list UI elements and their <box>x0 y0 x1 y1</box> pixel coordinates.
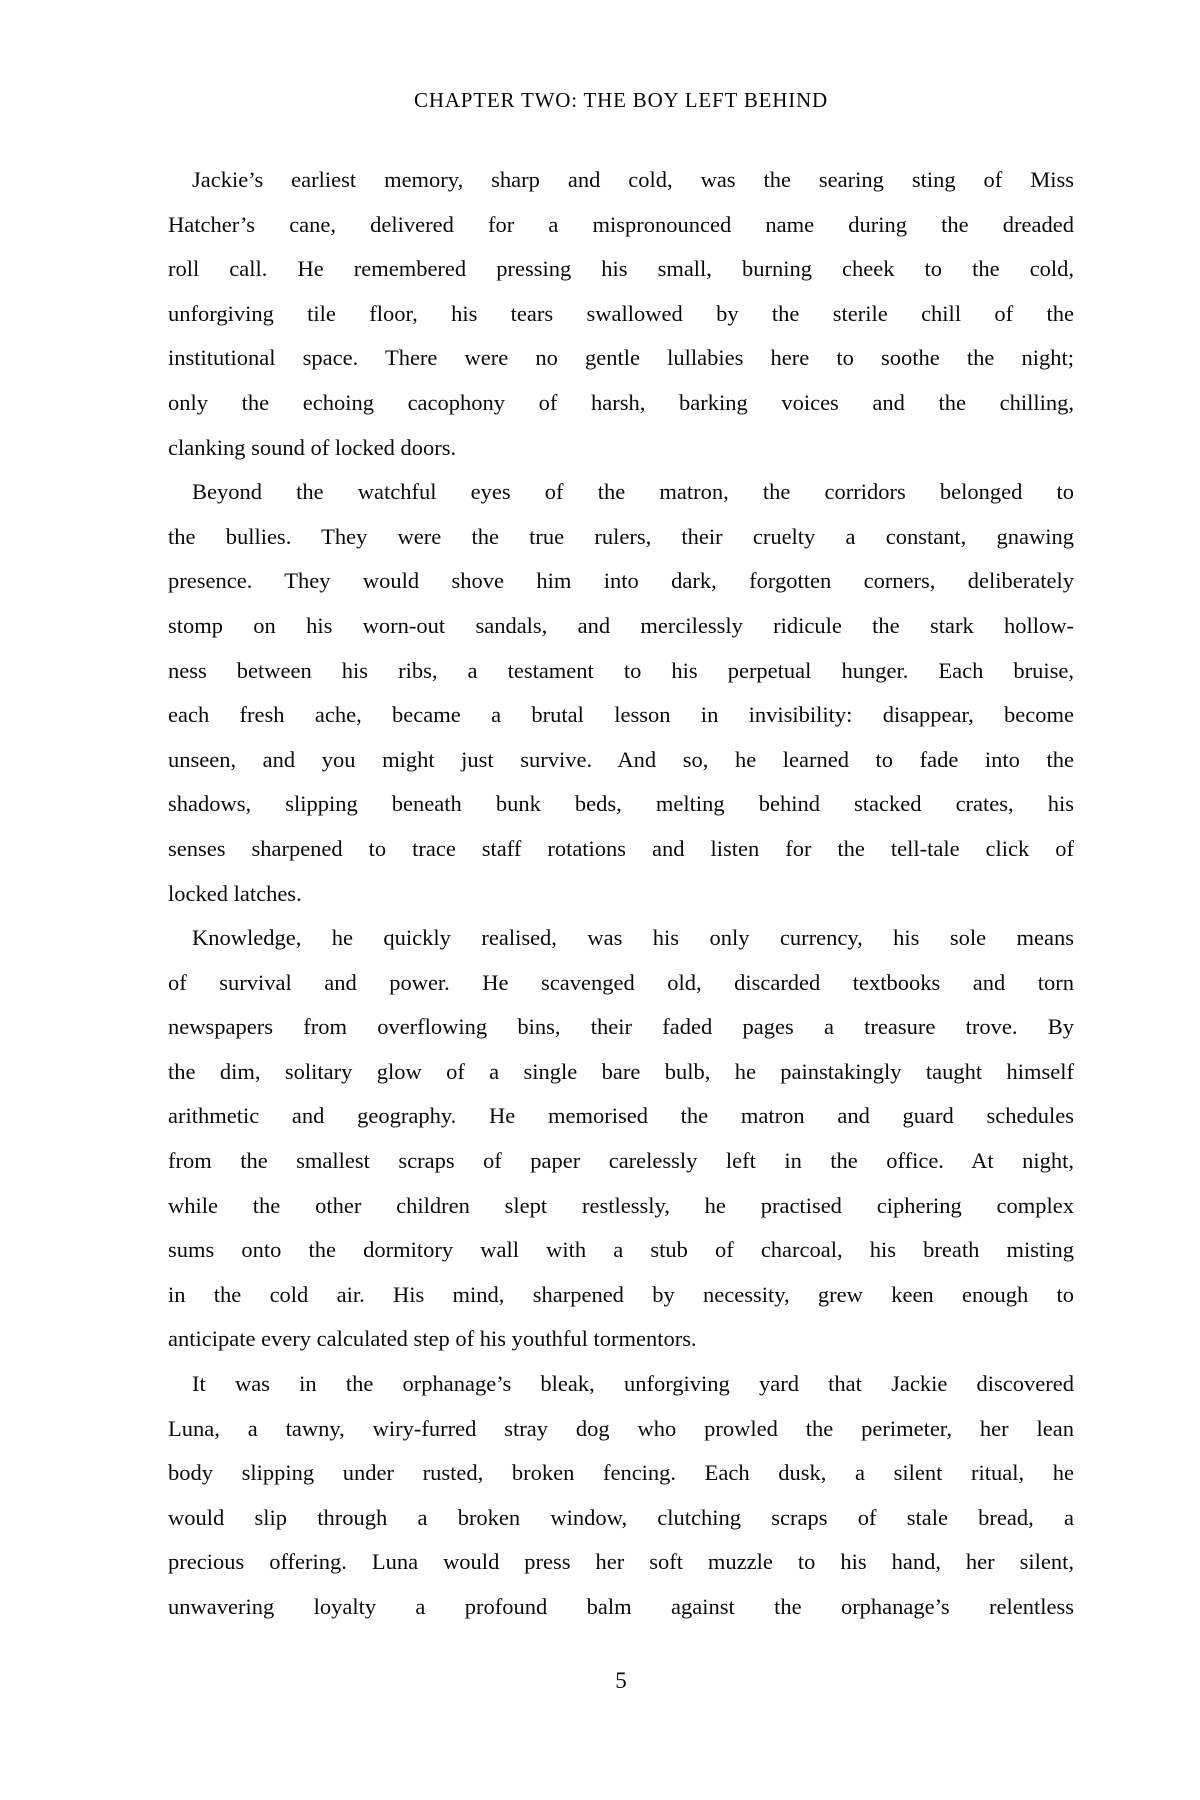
text-line: roll call. He remembered pressing his small, burning cheek to the cold, <box>168 256 1074 282</box>
text-line: only the echoing cacophony of harsh, barking voices and the chilling, <box>168 389 1074 415</box>
text-line: Beyond the watchful eyes of the matron, the corridors belonged to <box>192 479 1074 505</box>
text-line: arithmetic and geography. He memorised the matron and guard schedules <box>168 1103 1074 1129</box>
text-line: unforgiving tile floor, his tears swallowed by the sterile chill of the <box>168 300 1074 326</box>
body-text <box>168 158 1074 1630</box>
text-line: Knowledge, he quickly realised, was his only currency, his sole means <box>192 925 1074 951</box>
text-line: Luna, a tawny, wiry-furred stray dog who prowled the perimeter, her lean <box>168 1415 1074 1441</box>
text-line: of survival and power. He scavenged old, discarded textbooks and torn <box>168 969 1074 995</box>
text-line: the dim, solitary glow of a single bare bulb, he painstakingly taught himself <box>168 1058 1074 1084</box>
text-line: institutional space. There were no gentle lullabies here to soothe the night; <box>168 345 1074 371</box>
text-line: would slip through a broken window, clutching scraps of stale bread, a <box>168 1504 1074 1530</box>
text-line: presence. They would shove him into dark, forgotten corners, deliberately <box>168 568 1074 594</box>
text-line: Hatcher’s cane, delivered for a mispronounced name during the dreaded <box>168 211 1074 237</box>
text-line: clanking sound of locked doors. <box>168 434 457 460</box>
paragraph <box>168 916 1074 1362</box>
text-line: sums onto the dormitory wall with a stub of charcoal, his breath misting <box>168 1237 1074 1263</box>
text-line: body slipping under rusted, broken fencing. Each dusk, a silent ritual, he <box>168 1460 1074 1486</box>
text-line: ness between his ribs, a testament to his perpetual hunger. Each bruise, <box>168 657 1074 683</box>
text-line: in the cold air. His mind, sharpened by necessity, grew keen enough to <box>168 1281 1074 1307</box>
paragraph <box>168 158 1074 470</box>
text-line: unseen, and you might just survive. And so, he learned to fade into the <box>168 746 1074 772</box>
paragraph <box>168 470 1074 916</box>
paragraph <box>168 1362 1074 1630</box>
text-line: Jackie’s earliest memory, sharp and cold, was the searing sting of Miss <box>192 167 1074 192</box>
text-line: anticipate every calculated step of his youthful tormentors. <box>168 1326 697 1352</box>
text-line: It was in the orphanage’s bleak, unforgiving yard that Jackie discovered <box>192 1371 1074 1397</box>
text-line: senses sharpened to trace staff rotations and listen for the tell-tale click of <box>168 835 1074 861</box>
text-line: each fresh ache, became a brutal lesson in invisibility: disappear, become <box>168 702 1074 728</box>
page-number: 5 <box>615 1668 627 1693</box>
text-line: from the smallest scraps of paper carelessly left in the office. At night, <box>168 1148 1074 1174</box>
text-line: precious offering. Luna would press her soft muzzle to his hand, her silent, <box>168 1549 1074 1575</box>
text-line: shadows, slipping beneath bunk beds, melting behind stacked crates, his <box>168 791 1074 817</box>
text-line: newspapers from overflowing bins, their faded pages a treasure trove. By <box>168 1014 1074 1040</box>
text-line: locked latches. <box>168 880 302 906</box>
chapter-heading: CHAPTER TWO: THE BOY LEFT BEHIND <box>414 88 828 112</box>
text-line: unwavering loyalty a profound balm against the orphanage’s relentless <box>168 1594 1074 1619</box>
text-line: the bullies. They were the true rulers, their cruelty a constant, gnawing <box>168 523 1074 549</box>
text-line: while the other children slept restlessly, he practised ciphering complex <box>168 1192 1074 1218</box>
text-line: stomp on his worn-out sandals, and mercilessly ridicule the stark hollow- <box>168 612 1074 638</box>
